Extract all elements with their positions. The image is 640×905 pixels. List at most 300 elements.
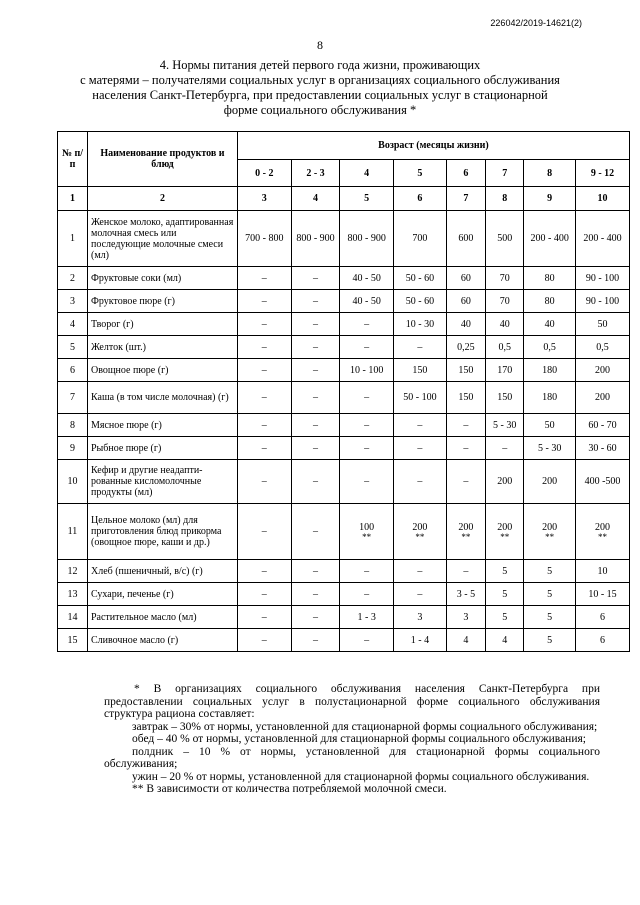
norm-value	[486, 382, 524, 414]
age-column-header: 5	[394, 160, 447, 187]
norm-value-text: 150	[412, 364, 428, 376]
norm-value-text: 180	[542, 364, 558, 376]
norm-value-text: 50 - 60	[405, 295, 435, 307]
norm-value-text: –	[463, 565, 469, 577]
norm-value-text: 40	[460, 318, 471, 330]
norm-value	[237, 267, 291, 290]
norm-value-text: –	[261, 272, 267, 284]
age-column-header: 8	[524, 160, 576, 187]
product-name: Цельное молоко (мл) для приготовления блюд прикорма (овощное пюре, каши и др.)	[87, 504, 237, 560]
norm-value	[446, 211, 485, 267]
norm-value	[524, 313, 576, 336]
norm-value-text: –	[261, 442, 267, 454]
norm-value	[237, 629, 291, 652]
norm-value	[524, 359, 576, 382]
norm-value	[237, 313, 291, 336]
norm-value	[576, 267, 630, 290]
norm-value	[394, 211, 447, 267]
norm-value	[291, 359, 340, 382]
norm-value-text: 5 - 30	[493, 419, 517, 431]
product-name: Каша (в том числе молочная) (г)	[87, 382, 237, 414]
norm-value-text: 5	[547, 634, 553, 646]
norm-value-text: –	[312, 295, 318, 307]
norm-value-text: –	[463, 442, 469, 454]
norm-value-text: 60	[460, 295, 471, 307]
norm-value	[237, 382, 291, 414]
norm-value	[524, 560, 576, 583]
age-column-header: 0 - 2	[237, 160, 291, 187]
norm-value	[446, 606, 485, 629]
footnote-paragraph: ужин – 20 % от нормы, установленной для стационарной формы социального обслуживания.	[132, 770, 590, 783]
norm-value-text: –	[261, 341, 267, 353]
norm-value	[291, 606, 340, 629]
footnotes	[104, 683, 600, 796]
norm-value-text: 10 - 15	[588, 588, 617, 600]
norm-value	[576, 313, 630, 336]
norm-value-text: –	[364, 588, 370, 600]
footnote-paragraph: полдник – 10 % от нормы, установленной для стационарной формы социального обслуживания;	[104, 745, 600, 770]
norm-value	[524, 460, 576, 504]
age-column-header: 2 - 3	[291, 160, 340, 187]
product-name: Сухари, печенье (г)	[87, 583, 237, 606]
norm-value	[394, 460, 447, 504]
row-number: 10	[58, 460, 88, 504]
norm-value	[446, 560, 485, 583]
row-number: 4	[58, 313, 88, 336]
norm-value	[340, 414, 394, 437]
norm-value-text: 800 - 900	[347, 233, 386, 244]
document-id: 226042/2019-14621(2)	[490, 18, 582, 28]
norm-value-text: –	[463, 476, 469, 487]
norm-value-text: 200 - 400	[530, 233, 569, 244]
table-row	[58, 382, 630, 414]
norm-value-text: 4	[463, 634, 469, 646]
norm-value-text: 800 - 900	[296, 233, 335, 244]
norm-value	[576, 460, 630, 504]
column-index: 1	[58, 187, 88, 211]
product-name: Творог (г)	[87, 313, 237, 336]
row-number: 8	[58, 414, 88, 437]
norm-value	[446, 336, 485, 359]
product-name: Фруктовое пюре (г)	[87, 290, 237, 313]
norm-value-text: –	[364, 341, 370, 353]
footnote-paragraph: завтрак – 30% от нормы, установленной для стационарной формы социального обслуживания;	[132, 720, 598, 733]
norm-value	[524, 382, 576, 414]
norm-value-text: 50	[544, 419, 555, 431]
norm-value	[340, 504, 394, 560]
norm-value-text: –	[417, 476, 423, 487]
title-line: населения Санкт-Петербурга, при предоставлении социальных услуг в стационарной	[92, 88, 548, 102]
norm-value-text: 1 - 4	[410, 634, 430, 646]
norm-value	[486, 336, 524, 359]
norm-value-text: 10 - 30	[405, 318, 435, 330]
norm-value	[291, 290, 340, 313]
norm-value	[524, 267, 576, 290]
norm-value	[446, 583, 485, 606]
norm-value	[446, 414, 485, 437]
norm-value	[576, 606, 630, 629]
norm-value	[486, 414, 524, 437]
norm-value	[340, 583, 394, 606]
norm-value-text: –	[312, 341, 318, 353]
table-row	[58, 359, 630, 382]
norm-value	[446, 359, 485, 382]
norm-value	[576, 437, 630, 460]
norm-value	[486, 560, 524, 583]
norm-value	[524, 629, 576, 652]
norm-value	[340, 267, 394, 290]
norm-value-text: 40	[499, 318, 510, 330]
norm-value-text: –	[312, 272, 318, 284]
norm-value	[394, 583, 447, 606]
norm-value	[291, 414, 340, 437]
norm-value-text: –	[463, 419, 469, 431]
norm-value	[291, 211, 340, 267]
norm-value-text: –	[364, 476, 370, 487]
product-name: Сливочное масло (г)	[87, 629, 237, 652]
norm-value	[524, 504, 576, 560]
norm-value	[576, 290, 630, 313]
norm-value	[340, 290, 394, 313]
norm-value-text: 5	[547, 588, 553, 600]
norm-value	[394, 359, 447, 382]
norm-value	[446, 267, 485, 290]
norm-value	[576, 359, 630, 382]
title-line: 4. Нормы питания детей первого года жизни, проживающих	[159, 58, 481, 72]
norm-value-text: 0,5	[498, 341, 511, 353]
product-name: Хлеб (пшеничный, в/с) (г)	[87, 560, 237, 583]
norm-value-text: 50	[597, 318, 608, 330]
title-line: форме социального обслуживания *	[223, 103, 417, 117]
norm-value	[446, 629, 485, 652]
norm-value-text: –	[417, 419, 423, 431]
norm-value	[576, 583, 630, 606]
norm-value-text: 1 - 3	[357, 611, 376, 623]
row-number: 14	[58, 606, 88, 629]
norm-value-text: –	[312, 588, 318, 600]
section-title	[60, 58, 580, 118]
norm-value	[524, 336, 576, 359]
norm-value	[340, 629, 394, 652]
norm-value	[237, 560, 291, 583]
header-age: Возраст (месяцы жизни)	[237, 132, 629, 160]
footnote-mark: **	[545, 531, 555, 542]
column-index: 8	[486, 187, 524, 211]
norm-value-text: –	[312, 318, 318, 330]
norm-value-text: 400 -500	[584, 476, 621, 487]
norm-value	[486, 583, 524, 606]
norm-value-text: –	[364, 318, 370, 330]
norm-value-text: 50 - 60	[405, 272, 435, 284]
norm-value	[486, 290, 524, 313]
norm-value	[446, 382, 485, 414]
norm-value-text: –	[502, 442, 508, 454]
norm-value-text: 200	[595, 364, 611, 376]
norm-value	[576, 560, 630, 583]
norm-value-text: –	[261, 295, 267, 307]
norm-value-text: 200	[497, 521, 513, 533]
norm-value-text: 200	[497, 476, 513, 487]
norm-value	[291, 336, 340, 359]
norm-value	[237, 460, 291, 504]
table-row	[58, 583, 630, 606]
table-row	[58, 560, 630, 583]
table-row	[58, 211, 630, 267]
table-row	[58, 437, 630, 460]
norm-value-text: 100	[359, 521, 375, 533]
product-name: Фруктовые соки (мл)	[87, 267, 237, 290]
norm-value	[291, 313, 340, 336]
norm-value-text: 3	[417, 611, 423, 623]
norm-value	[340, 359, 394, 382]
norm-value-text: –	[261, 611, 267, 623]
norm-value-text: 200	[542, 476, 558, 487]
norm-value	[486, 460, 524, 504]
norm-value	[576, 629, 630, 652]
norm-value-text: 0,5	[543, 341, 556, 353]
norm-value-text: –	[417, 442, 423, 454]
norm-value-text: 5	[502, 565, 508, 577]
row-number: 6	[58, 359, 88, 382]
norm-value	[291, 267, 340, 290]
table-row	[58, 606, 630, 629]
norm-value-text: 90 - 100	[585, 295, 620, 307]
norm-value-text: –	[312, 565, 318, 577]
norm-value-text: 5	[547, 565, 553, 577]
norm-value	[237, 359, 291, 382]
norm-value	[291, 560, 340, 583]
column-index: 10	[576, 187, 630, 211]
norm-value	[394, 267, 447, 290]
norm-value	[340, 382, 394, 414]
norm-value	[524, 211, 576, 267]
column-index: 2	[87, 187, 237, 211]
norm-value	[524, 414, 576, 437]
norm-value	[524, 583, 576, 606]
norm-value-text: –	[261, 364, 267, 376]
norm-value-text: –	[261, 476, 267, 487]
norm-value-text: 200	[412, 521, 428, 533]
norm-value	[340, 313, 394, 336]
norm-value-text: 200	[542, 521, 558, 533]
norm-value	[237, 504, 291, 560]
norm-value	[394, 437, 447, 460]
table-row	[58, 414, 630, 437]
norm-value-text: –	[312, 392, 318, 403]
norm-value-text: 40	[544, 318, 555, 330]
product-name: Растительное масло (мл)	[87, 606, 237, 629]
norm-value	[576, 382, 630, 414]
table-row	[58, 290, 630, 313]
age-column-header: 9 - 12	[576, 160, 630, 187]
norm-value-text: 200	[458, 521, 474, 533]
norm-value-text: –	[312, 634, 318, 646]
norm-value	[291, 460, 340, 504]
norm-value-text: 80	[544, 272, 555, 284]
norm-value-text: 5	[502, 588, 508, 600]
nutrition-norms-table	[57, 131, 630, 652]
table-row	[58, 336, 630, 359]
norm-value-text: –	[364, 634, 370, 646]
norm-value-text: 600	[458, 233, 474, 244]
footnote-mark: **	[461, 531, 471, 542]
norm-value-text: –	[417, 341, 423, 353]
column-index: 6	[394, 187, 447, 211]
norm-value-text: 0,5	[596, 341, 609, 353]
product-name: Женское молоко, адаптированная молочная смесь или последующие молочные смеси (мл)	[87, 211, 237, 267]
norm-value	[446, 504, 485, 560]
norm-value-text: 10 - 100	[349, 364, 384, 376]
norm-value-text: 4	[502, 634, 508, 646]
row-number: 5	[58, 336, 88, 359]
row-number: 12	[58, 560, 88, 583]
norm-value	[291, 583, 340, 606]
norm-value-text: –	[261, 318, 267, 330]
norm-value-text: 40 - 50	[352, 272, 381, 284]
norm-value	[237, 437, 291, 460]
norm-value-text: 50 - 100	[403, 392, 437, 403]
norm-value	[576, 504, 630, 560]
footnote-mark: **	[362, 531, 372, 542]
norm-value-text: 5	[502, 611, 508, 623]
column-index: 5	[340, 187, 394, 211]
norm-value	[237, 583, 291, 606]
norm-value-text: –	[312, 611, 318, 623]
row-number: 15	[58, 629, 88, 652]
norm-value-text: 180	[542, 392, 558, 403]
norm-value	[524, 290, 576, 313]
table-row	[58, 267, 630, 290]
row-number: 2	[58, 267, 88, 290]
norm-value	[486, 437, 524, 460]
product-name: Рыбное пюре (г)	[87, 437, 237, 460]
norm-value-text: 40 - 50	[352, 295, 381, 307]
norm-value-text: –	[261, 588, 267, 600]
norm-value	[486, 359, 524, 382]
norm-value	[446, 290, 485, 313]
norm-value	[576, 336, 630, 359]
column-index: 9	[524, 187, 576, 211]
norm-value-text: 80	[544, 295, 555, 307]
age-column-header: 7	[486, 160, 524, 187]
norm-value	[237, 606, 291, 629]
norm-value-text: 3 - 5	[456, 588, 476, 600]
norm-value	[486, 504, 524, 560]
footnote-mark: **	[598, 531, 608, 542]
norm-value-text: –	[312, 364, 318, 376]
norm-value-text: –	[364, 392, 370, 403]
norm-value	[291, 629, 340, 652]
norm-value	[340, 460, 394, 504]
norm-value-text: 5	[547, 611, 553, 623]
norm-value-text: 0,25	[457, 341, 475, 353]
norm-value-text: 150	[458, 392, 474, 403]
norm-value	[237, 336, 291, 359]
column-index: 3	[237, 187, 291, 211]
norm-value	[340, 336, 394, 359]
norm-value-text: –	[312, 442, 318, 454]
norm-value	[394, 290, 447, 313]
norm-value-text: –	[261, 526, 267, 537]
column-index: 4	[291, 187, 340, 211]
norm-value-text: –	[261, 634, 267, 646]
norm-value	[394, 606, 447, 629]
table-row	[58, 629, 630, 652]
product-name: Желток (шт.)	[87, 336, 237, 359]
norm-value	[394, 382, 447, 414]
norm-value-text: –	[312, 419, 318, 431]
footnote-mark: **	[500, 531, 510, 542]
norm-value	[340, 560, 394, 583]
norm-value	[576, 414, 630, 437]
table-row	[58, 313, 630, 336]
norm-value	[524, 437, 576, 460]
norm-value	[394, 336, 447, 359]
norm-value	[340, 437, 394, 460]
table-row	[58, 504, 630, 560]
norm-value	[237, 290, 291, 313]
column-index: 7	[446, 187, 485, 211]
norm-value-text: 200 - 400	[583, 233, 622, 244]
header-product-name: Наименование продуктов и блюд	[87, 132, 237, 187]
norm-value	[446, 437, 485, 460]
norm-value-text: 6	[600, 611, 606, 623]
norm-value-text: –	[364, 565, 370, 577]
row-number: 9	[58, 437, 88, 460]
norm-value-text: –	[261, 419, 267, 431]
norm-value	[486, 313, 524, 336]
norm-value-text: –	[417, 565, 423, 577]
norm-value-text: 200	[595, 392, 611, 403]
norm-value	[394, 313, 447, 336]
norm-value-text: –	[364, 442, 370, 454]
row-number: 3	[58, 290, 88, 313]
norm-value	[394, 560, 447, 583]
norm-value	[291, 437, 340, 460]
norm-value-text: 5 - 30	[538, 442, 562, 454]
norm-value-text: 700 - 800	[245, 233, 284, 244]
norm-value-text: 6	[600, 634, 606, 646]
norm-value	[291, 382, 340, 414]
norm-value	[237, 414, 291, 437]
age-column-header: 4	[340, 160, 394, 187]
norm-value-text: –	[261, 565, 267, 577]
norm-value-text: 70	[499, 295, 510, 307]
row-number: 13	[58, 583, 88, 606]
norm-value-text: –	[312, 476, 318, 487]
norm-value-text: –	[364, 419, 370, 431]
row-number: 1	[58, 211, 88, 267]
norm-value-text: –	[312, 526, 318, 537]
norm-value-text: 60 - 70	[588, 419, 617, 431]
norm-value-text: 70	[499, 272, 510, 284]
norm-value	[237, 211, 291, 267]
header-num: № п/п	[58, 132, 88, 187]
norm-value	[394, 414, 447, 437]
age-column-header: 6	[446, 160, 485, 187]
norm-value	[446, 313, 485, 336]
footnote-paragraph: обед – 40 % от нормы, установленной для стационарной формы социального обслуживания;	[132, 733, 586, 745]
norm-value-text: 60	[460, 272, 471, 284]
norm-value	[524, 606, 576, 629]
norm-value	[291, 504, 340, 560]
norm-value	[446, 460, 485, 504]
product-name: Мясное пюре (г)	[87, 414, 237, 437]
norm-value	[394, 504, 447, 560]
norm-value-text: 90 - 100	[585, 272, 620, 284]
norm-value	[576, 211, 630, 267]
product-name: Овощное пюре (г)	[87, 359, 237, 382]
